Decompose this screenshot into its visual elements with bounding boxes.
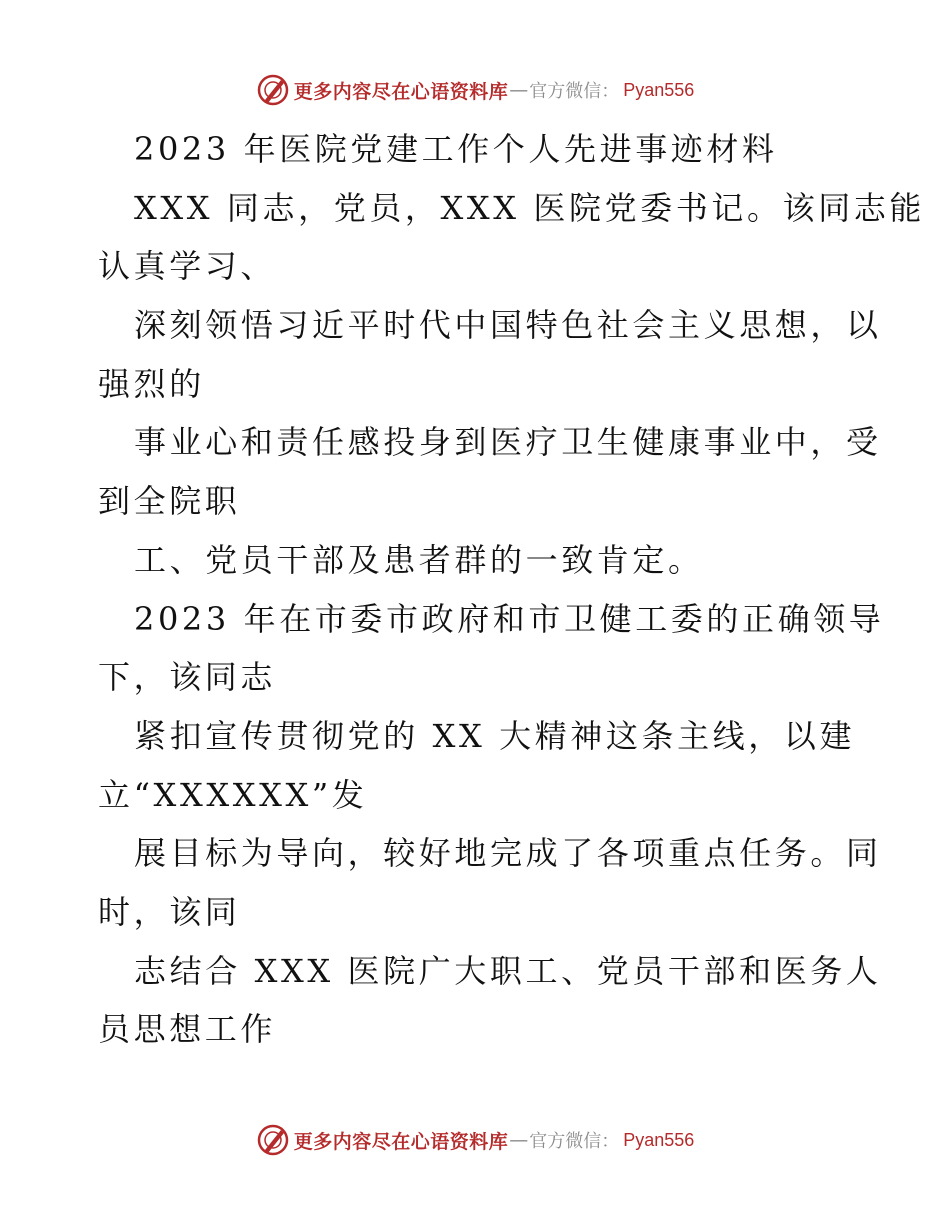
paragraph-line: 强烈的 bbox=[98, 364, 205, 403]
footer-watermark bbox=[0, 1120, 950, 1160]
paragraph-line: 志结合 XXX 医院广大职工、党员干部和医务人 bbox=[134, 951, 882, 990]
paragraph-line: 展目标为导向，较好地完成了各项重点任务。同 bbox=[134, 834, 882, 873]
paragraph-line: 员思想工作 bbox=[98, 1010, 277, 1049]
paragraph-line: XXX 同志，党员，XXX 医院党委书记。该同志能 bbox=[134, 188, 926, 227]
watermark-wechat-id: Pyan556 bbox=[623, 79, 695, 100]
watermark-wechat-id: Pyan556 bbox=[623, 1129, 695, 1150]
paragraph-line: 立“XXXXXX”发 bbox=[98, 775, 368, 814]
paragraph-line: 紧扣宣传贯彻党的 XX 大精神这条主线，以建 bbox=[134, 716, 856, 755]
paragraph-line: 时，该同 bbox=[98, 892, 241, 931]
watermark-wechat-label: 官方微信： bbox=[529, 81, 620, 102]
pen-logo-icon bbox=[256, 73, 290, 107]
document-body bbox=[98, 120, 926, 1059]
watermark-dash: — bbox=[509, 1129, 529, 1151]
header-watermark bbox=[0, 70, 950, 110]
paragraph-line: 下，该同志 bbox=[98, 658, 277, 697]
watermark-title: 更多内容尽在心语资料库 bbox=[293, 80, 509, 103]
paragraph-line: 认真学习、 bbox=[98, 247, 277, 286]
paragraph-line: 到全院职 bbox=[98, 482, 241, 521]
watermark-title: 更多内容尽在心语资料库 bbox=[293, 1130, 509, 1153]
paragraph-line: 2023 年在市委市政府和市卫健工委的正确领导 bbox=[134, 599, 885, 638]
document-title: 2023 年医院党建工作个人先进事迹材料 bbox=[134, 130, 778, 168]
pen-logo-icon bbox=[256, 1123, 290, 1157]
paragraph-line: 工、党员干部及患者群的一致肯定。 bbox=[134, 540, 704, 579]
watermark-dash: — bbox=[509, 79, 529, 101]
paragraph-line: 深刻领悟习近平时代中国特色社会主义思想，以 bbox=[134, 306, 882, 345]
paragraph-line: 事业心和责任感投身到医疗卫生健康事业中，受 bbox=[134, 423, 882, 462]
watermark-wechat-label: 官方微信： bbox=[529, 1131, 620, 1152]
